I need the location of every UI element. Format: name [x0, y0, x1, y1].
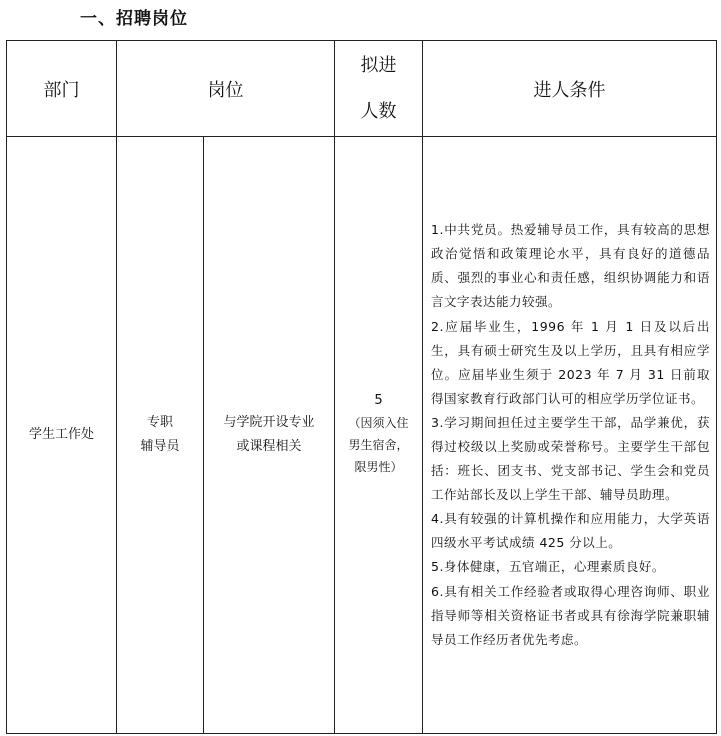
requirement-item: 4.具有较强的计算机操作和应用能力，大学英语四级水平考试成绩 425 分以上。 — [431, 511, 710, 551]
requirement-item: 2.应届毕业生，1996 年 1 月 1 日及以后出生，具有硕士研究生及以上学历，且具有相应学位。应届毕业生须于 2023 年 7 月 31 日前取得国家教育行政部门认可的相应学历学位证书。 — [431, 318, 710, 406]
position-line2: 辅导员 — [140, 439, 180, 454]
requirement-item: 5.身体健康，五官端正，心理素质良好。 — [431, 559, 665, 575]
header-department: 部门 — [7, 41, 117, 137]
header-position: 岗位 — [117, 41, 335, 137]
headcount-note-line3: 限男性） — [354, 459, 403, 474]
cell-department — [7, 137, 117, 734]
cell-position — [117, 137, 204, 734]
table-header-row — [7, 41, 717, 137]
section-title: 一、招聘岗位 — [80, 9, 188, 29]
header-headcount-line1: 拟进 — [360, 54, 397, 76]
major-line2: 或课程相关 — [236, 439, 302, 454]
major-line1: 与学院开设专业 — [223, 415, 315, 430]
requirement-item: 3.学习期间担任过主要学生干部，品学兼优，获得过校级以上奖励或荣誉称号。主要学生干部包括：班长、团支书、党支部书记、学生会和党员工作站部长及以上学生干部、辅导员助理。 — [431, 414, 710, 503]
cell-major — [204, 137, 335, 734]
headcount-note-line1: （因须入住 — [348, 415, 409, 430]
requirement-item: 1.中共党员。热爱辅导员工作，具有较高的思想政治觉悟和政策理论水平，具有良好的道德品质、强烈的事业心和责任感，组织协调能力和语言文字表达能力较强。 — [431, 222, 710, 310]
department-text: 学生工作处 — [28, 427, 94, 442]
recruitment-table — [6, 40, 717, 734]
headcount-value: 5 — [374, 392, 383, 408]
table-row — [7, 137, 717, 734]
position-line1: 专职 — [146, 415, 173, 430]
header-requirements: 进人条件 — [423, 41, 717, 137]
cell-requirements — [423, 137, 717, 734]
requirements-list — [431, 218, 710, 652]
headcount-note-line2: 男生宿舍， — [348, 437, 409, 452]
requirement-item: 6.具有相关工作经验者或取得心理咨询师、职业指导师等相关资格证书者或具有徐海学院兼职辅导员工作经历者优先考虑。 — [431, 583, 710, 647]
header-headcount — [335, 41, 423, 137]
header-headcount-line2: 人数 — [360, 100, 397, 122]
cell-headcount — [335, 137, 423, 734]
